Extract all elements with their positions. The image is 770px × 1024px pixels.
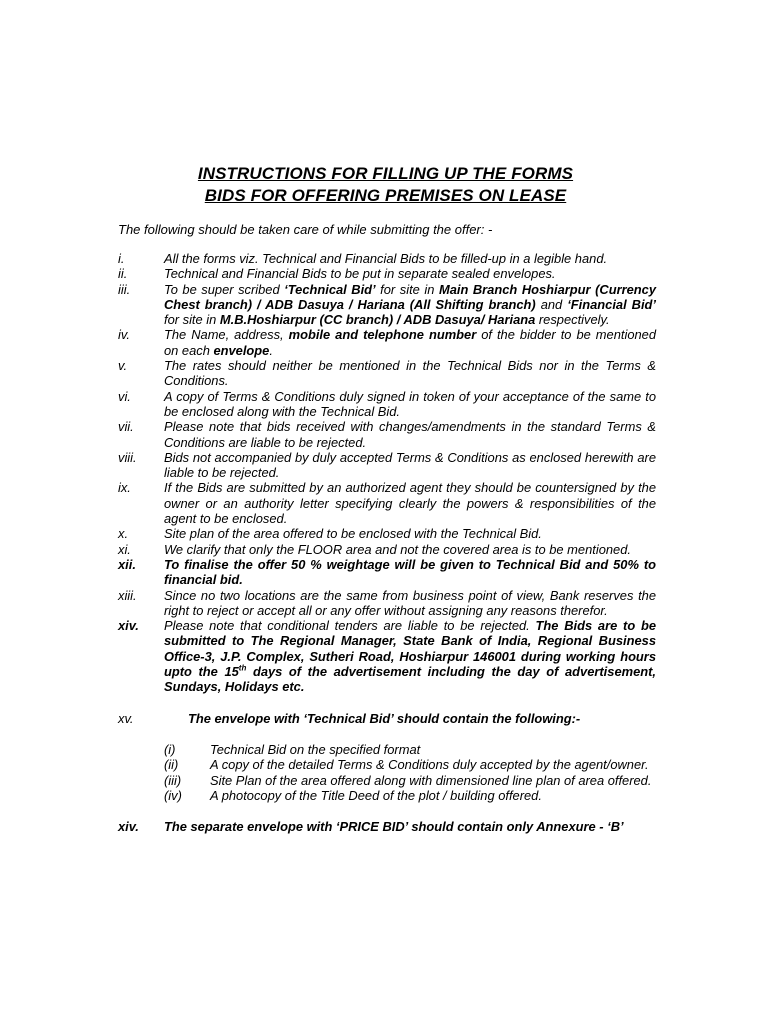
item-number: iii.: [118, 281, 131, 297]
bold-text: ‘Technical Bid’: [284, 281, 376, 297]
item-text: Please note that bids received with changes/amendments in the standard Terms & Conditions are liable to be rejected.: [164, 419, 656, 450]
text-run: of the bidder to be mentioned on each: [164, 327, 657, 358]
item-text: [164, 282, 656, 328]
list-item-iii: [118, 282, 656, 328]
sub-item-number: (iii): [164, 772, 182, 788]
list-item-xiv-price-bid: [118, 819, 656, 834]
sub-item-text: Technical Bid on the specified format: [210, 741, 421, 757]
item-text: All the forms viz. Technical and Financial Bids to be filled-up in a legible hand.: [164, 251, 608, 266]
document-title-line-1: INSTRUCTIONS FOR FILLING UP THE FORMS: [197, 164, 574, 183]
instruction-list: [118, 251, 656, 834]
list-item-xi: [118, 542, 656, 557]
list-item-xiv: [118, 618, 656, 694]
list-item-iv: [118, 327, 656, 358]
text-run: The Name, address,: [164, 327, 289, 343]
item-text: Since no two locations are the same from business point of view, Bank reserves the right to reject or accept all or any offer without assigning any reasons therefor.: [164, 587, 656, 618]
list-item-viii: [118, 450, 656, 481]
item-number: ix.: [118, 480, 131, 496]
text-run: respectively.: [535, 312, 610, 328]
item-text: We clarify that only the FLOOR area and not the covered area is to be mentioned.: [164, 541, 631, 557]
sub-item-text: A photocopy of the Title Deed of the plot / building offered.: [210, 787, 542, 803]
sub-item-iv: [118, 788, 656, 803]
list-item-ii: [118, 266, 656, 281]
item-number: xiii.: [118, 587, 137, 603]
bold-text: mobile and telephone number: [288, 327, 477, 343]
bold-text: The Bids are to be submitted to The Regional Manager, State Bank of India, Regional Business Office-3, J.P. Complex, Sutheri Road, Hoshiarpur 146001 during working hours upto the 15: [164, 618, 656, 680]
list-item-i: [118, 251, 656, 266]
item-number: xv.: [118, 710, 134, 726]
item-number: xiv.: [118, 819, 139, 835]
bold-text: ‘Financial Bid’: [567, 296, 656, 312]
list-item-vii: [118, 419, 656, 450]
sub-item-i: [118, 742, 656, 757]
item-text: A copy of Terms & Conditions duly signed in token of your acceptance of the same to be enclosed along with the Technical Bid.: [164, 388, 656, 419]
item-number: i.: [118, 251, 125, 266]
document-title-line-2: BIDS FOR OFFERING PREMISES ON LEASE: [204, 186, 567, 205]
section-heading: The envelope with ‘Technical Bid’ should contain the following:-: [188, 710, 581, 726]
list-item-xv: [118, 711, 656, 726]
bold-text: envelope: [213, 342, 270, 358]
list-item-xiii: [118, 588, 656, 619]
item-number: vii.: [118, 419, 134, 435]
sub-item-number: (i): [164, 741, 176, 757]
item-number: iv.: [118, 327, 130, 343]
sub-item-number: (ii): [164, 757, 179, 773]
bold-text: M.B.Hoshiarpur (CC branch) / ADB Dasuya/ Hariana: [219, 312, 536, 328]
item-text: The rates should neither be mentioned in the Technical Bids nor in the Terms & Conditions.: [164, 358, 656, 389]
intro-text: The following should be taken care of while submitting the offer: -: [118, 222, 493, 237]
text-run: for site in: [375, 281, 439, 297]
bold-text: days of the advertisement including the day of advertisement, Sundays, Holidays etc.: [164, 664, 656, 695]
item-number: ii.: [118, 266, 128, 282]
item-number: vi.: [118, 388, 131, 404]
item-text: To finalise the offer 50 % weightage will be given to Technical Bid and 50% to financial bid.: [164, 556, 656, 588]
item-text: Technical and Financial Bids to be put in separate sealed envelopes.: [164, 266, 556, 282]
superscript: th: [238, 663, 247, 673]
item-number: xii.: [118, 556, 136, 572]
sub-item-text: Site Plan of the area offered along with dimensioned line plan of area offered.: [210, 772, 652, 788]
item-number: x.: [118, 526, 129, 542]
list-item-x: [118, 526, 656, 541]
sub-item-text: A copy of the detailed Terms & Conditions duly accepted by the agent/owner.: [210, 757, 649, 773]
item-number: v.: [118, 358, 128, 374]
item-text: If the Bids are submitted by an authorized agent they should be countersigned by the owner or an authority letter specifying clearly the powers & responsibilities of the agent to be enclosed.: [164, 480, 656, 527]
item-number: viii.: [118, 449, 137, 465]
item-text: [164, 327, 656, 358]
list-item-v: [118, 358, 656, 389]
text-run: for site in: [164, 312, 220, 328]
sub-item-iii: [118, 773, 656, 788]
item-number: xi.: [118, 541, 131, 557]
list-item-ix: [118, 480, 656, 526]
item-text: Site plan of the area offered to be enclosed with the Technical Bid.: [164, 526, 542, 542]
text-run: Please note that conditional tenders are liable to be rejected.: [164, 618, 536, 634]
item-number: xiv.: [118, 618, 139, 634]
list-item-xii: [118, 557, 656, 588]
item-text: Bids not accompanied by duly accepted Terms & Conditions as enclosed herewith are liable to be rejected.: [164, 449, 656, 481]
sub-item-number: (iv): [164, 787, 182, 803]
text-run: and: [535, 296, 568, 312]
bold-text: Main Branch Hoshiarpur (Currency Chest branch) / ADB Dasuya / Hariana (All Shifting branch): [164, 281, 657, 312]
list-item-vi: [118, 389, 656, 420]
text-run: .: [269, 342, 273, 358]
item-text: [164, 618, 656, 694]
item-text: The separate envelope with ‘PRICE BID’ should contain only Annexure - ‘B’: [164, 819, 624, 835]
sub-item-ii: [118, 757, 656, 772]
text-run: To be super scribed: [164, 281, 285, 297]
